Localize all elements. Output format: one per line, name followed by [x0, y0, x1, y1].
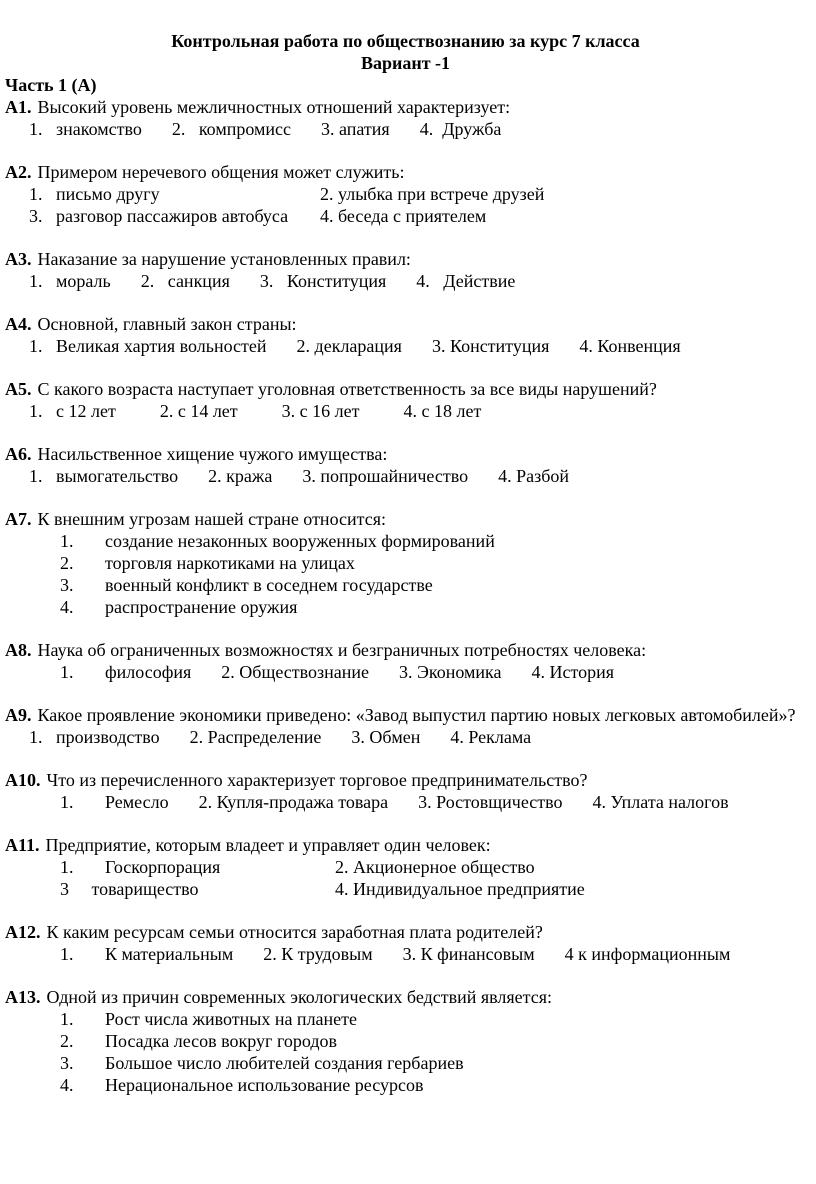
option: 1. с 12 лет — [29, 401, 116, 421]
option: 3. К финансовым — [402, 944, 535, 964]
options-row — [60, 791, 806, 813]
option: 1. Ремесло — [60, 792, 169, 812]
list-option — [60, 530, 806, 552]
question-text: Примером неречевого общения может служить: — [37, 162, 405, 182]
question-line — [5, 704, 806, 726]
option: 2. Обществознание — [221, 662, 369, 682]
option: 2. Распределение — [189, 727, 322, 747]
question-a13 — [5, 986, 806, 1096]
question-number: А6. — [5, 444, 32, 464]
question-text: Какое проявление экономики приведено: «Завод выпустил партию новых легковых автомобилей»? — [37, 705, 796, 725]
options-row — [60, 943, 806, 965]
question-a4 — [5, 313, 806, 357]
question-text: С какого возраста наступает уголовная ответственность за все виды нарушений? — [37, 379, 657, 399]
question-text: Одной из причин современных экологических бедствий является: — [46, 987, 553, 1007]
options-grid — [60, 856, 806, 900]
option: 3. с 16 лет — [281, 401, 360, 421]
question-number: А3. — [5, 249, 32, 269]
option-number: 4. — [60, 1075, 74, 1095]
option: 1. Великая хартия вольностей — [29, 336, 267, 356]
part-heading: Часть 1 (А) — [5, 75, 97, 95]
question-text: Наука об ограниченных возможностях и безграничных потребностях человека: — [37, 640, 647, 660]
option-text: создание незаконных вооруженных формирований — [105, 531, 495, 551]
option-text: распространение оружия — [105, 597, 298, 617]
option-text: Нерациональное использование ресурсов — [105, 1075, 424, 1095]
question-line — [5, 378, 806, 400]
question-a6 — [5, 443, 806, 487]
question-number: А10. — [5, 770, 41, 790]
option: 2. компромисс — [171, 119, 292, 139]
option: 1. знакомство — [29, 119, 142, 139]
list-option — [60, 1074, 806, 1096]
options-list — [5, 1008, 806, 1096]
question-a5 — [5, 378, 806, 422]
option: 4 к информационным — [564, 944, 731, 964]
option: 3. Конституция — [259, 271, 387, 291]
question-text: К каким ресурсам семьи относится заработная плата родителей? — [46, 922, 543, 942]
options-row — [29, 118, 806, 140]
option-text: Рост числа животных на планете — [105, 1009, 358, 1029]
option: 4. Индивидуальное предприятие — [335, 879, 585, 899]
question-line — [5, 508, 806, 530]
option-text: торговля наркотиками на улицах — [105, 553, 355, 573]
question-text: Высокий уровень межличностных отношений характеризует: — [37, 97, 511, 117]
question-number: А8. — [5, 640, 32, 660]
list-option — [60, 1030, 806, 1052]
question-text: Насильственное хищение чужого имущества: — [37, 444, 388, 464]
option: 2. К трудовым — [263, 944, 373, 964]
option: 1. К материальным — [60, 944, 234, 964]
option-text: военный конфликт в соседнем государстве — [105, 575, 433, 595]
question-text: Наказание за нарушение установленных правил: — [37, 249, 411, 269]
question-number: А2. — [5, 162, 32, 182]
question-number: А5. — [5, 379, 32, 399]
question-line — [5, 921, 806, 943]
option: 4. Конвенция — [579, 336, 681, 356]
option: 3. разговор пассажиров автобуса — [29, 206, 289, 226]
option-text: Большое число любителей создания гербариев — [105, 1053, 464, 1073]
option: 2. Купля-продажа товара — [198, 792, 389, 812]
option: 1. Госкорпорация — [60, 857, 221, 877]
options-row — [29, 400, 806, 422]
variant-heading: Вариант -1 — [360, 53, 451, 73]
question-a9 — [5, 704, 806, 748]
list-option — [60, 1008, 806, 1030]
question-line — [5, 313, 806, 335]
option-number: 2. — [60, 1031, 74, 1051]
list-option — [60, 596, 806, 618]
option: 2. кража — [208, 466, 273, 486]
option: 2. декларация — [296, 336, 402, 356]
option: 3 товарищество — [60, 879, 199, 899]
question-number: А12. — [5, 922, 41, 942]
option: 2. с 14 лет — [159, 401, 238, 421]
option: 4. Реклама — [450, 727, 532, 747]
option-number: 3. — [60, 575, 74, 595]
question-a2 — [5, 161, 806, 227]
list-option — [60, 574, 806, 596]
question-a1 — [5, 96, 806, 140]
option: 1. мораль — [29, 271, 111, 291]
option: 4. Дружба — [419, 119, 502, 139]
question-a8 — [5, 639, 806, 683]
question-number: А11. — [5, 835, 40, 855]
document-title: Контрольная работа по обществознанию за курс 7 класса — [171, 31, 640, 51]
option: 4. беседа с приятелем — [320, 206, 487, 226]
options-grid — [29, 183, 806, 227]
question-line — [5, 769, 806, 791]
list-option — [60, 552, 806, 574]
options-row — [29, 465, 806, 487]
option: 1. философия — [60, 662, 192, 682]
option: 2. улыбка при встрече друзей — [320, 184, 545, 204]
question-line — [5, 639, 806, 661]
question-line — [5, 96, 806, 118]
options-row — [29, 335, 806, 357]
option: 3. апатия — [321, 119, 390, 139]
option: 2. Акционерное общество — [335, 857, 535, 877]
options-list — [5, 530, 806, 618]
question-number: А13. — [5, 987, 41, 1007]
option: 3. Обмен — [351, 727, 421, 747]
question-a12 — [5, 921, 806, 965]
option: 4. с 18 лет — [403, 401, 482, 421]
options-row — [60, 661, 806, 683]
option-number: 1. — [60, 531, 74, 551]
option: 3. попрошайничество — [302, 466, 469, 486]
option: 1. производство — [29, 727, 160, 747]
question-text: Что из перечисленного характеризует торговое предпринимательство? — [46, 770, 588, 790]
option-number: 1. — [60, 1009, 74, 1029]
option: 3. Ростовщичество — [418, 792, 563, 812]
question-number: А1. — [5, 97, 32, 117]
option: 2. санкция — [140, 271, 230, 291]
option-number: 2. — [60, 553, 74, 573]
question-line — [5, 161, 806, 183]
option: 4. Разбой — [498, 466, 569, 486]
option: 4. История — [531, 662, 615, 682]
option-number: 3. — [60, 1053, 74, 1073]
question-line — [5, 443, 806, 465]
option-text: Посадка лесов вокруг городов — [105, 1031, 338, 1051]
option: 1. письмо другу — [29, 184, 160, 204]
question-number: А4. — [5, 314, 32, 334]
question-a11 — [5, 834, 806, 900]
option: 3. Конституция — [431, 336, 550, 356]
list-option — [60, 1052, 806, 1074]
question-text: К внешним угрозам нашей стране относится: — [37, 509, 386, 529]
question-a7 — [5, 508, 806, 618]
option-number: 4. — [60, 597, 74, 617]
question-line — [5, 986, 806, 1008]
question-a10 — [5, 769, 806, 813]
question-text: Основной, главный закон страны: — [37, 314, 297, 334]
question-a3 — [5, 248, 806, 292]
question-text: Предприятие, которым владеет и управляет один человек: — [45, 835, 491, 855]
option: 4. Действие — [416, 271, 516, 291]
options-row — [29, 270, 806, 292]
option: 3. Экономика — [398, 662, 502, 682]
question-line — [5, 834, 806, 856]
option: 1. вымогательство — [29, 466, 179, 486]
options-row — [29, 726, 806, 748]
question-line — [5, 248, 806, 270]
question-number: А9. — [5, 705, 32, 725]
option: 4. Уплата налогов — [592, 792, 729, 812]
question-number: А7. — [5, 509, 32, 529]
